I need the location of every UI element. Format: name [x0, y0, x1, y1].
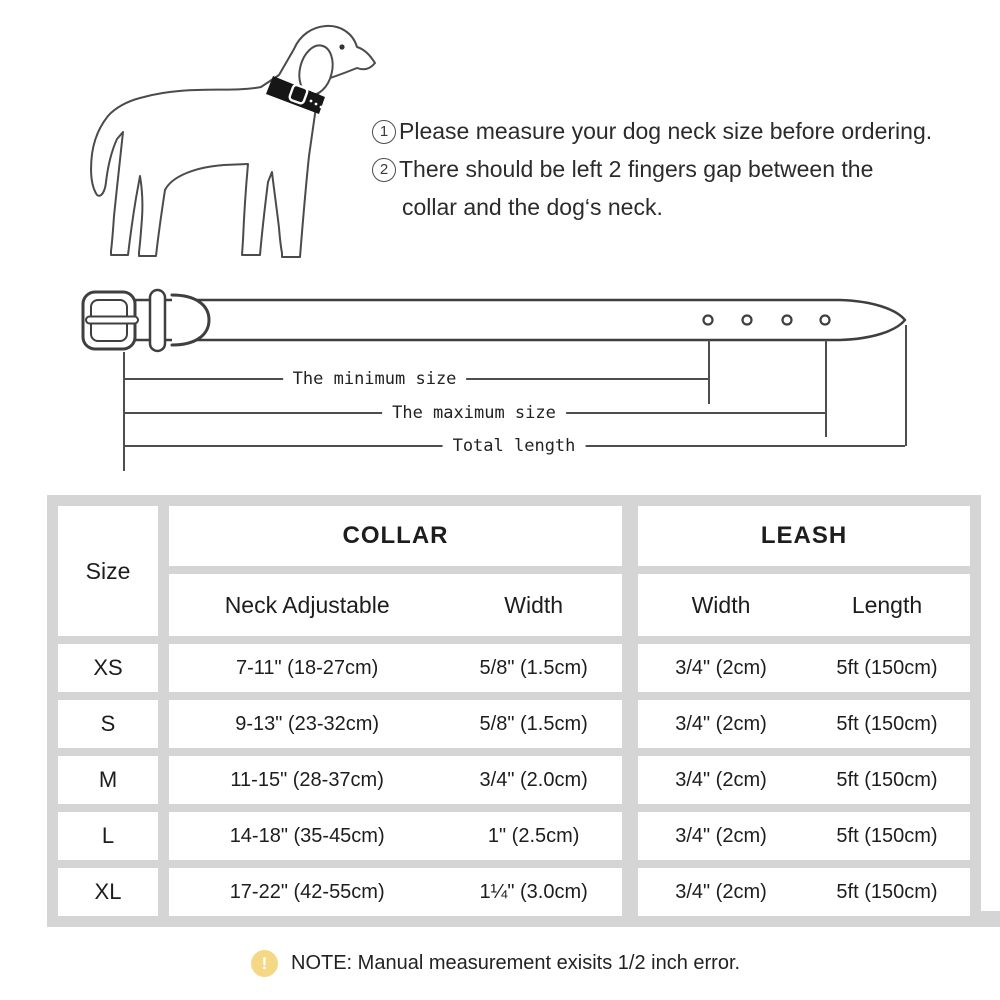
row-xs-collar [169, 644, 622, 692]
row-l-size: L [58, 812, 158, 860]
row-s-leash [638, 700, 970, 748]
row-xs-size: XS [58, 644, 158, 692]
table-border-extension [981, 911, 1000, 927]
row-m-size: M [58, 756, 158, 804]
row-xl-leash-width: 3/4" (2cm) [675, 880, 767, 903]
row-m-leash-length: 5ft (150cm) [836, 768, 938, 791]
instruction-2-text [399, 150, 873, 226]
row-xl-neck: 17-22" (42-55cm) [229, 880, 385, 903]
row-xl-collar [169, 868, 622, 916]
row-m-leash-width: 3/4" (2cm) [675, 768, 767, 791]
row-s-leash-width: 3/4" (2cm) [675, 712, 767, 735]
dog-eye [339, 44, 344, 49]
measurement-note [251, 950, 740, 977]
table-corner-header: Size [58, 506, 158, 636]
note-text: NOTE: Manual measurement exisits 1/2 inch error. [291, 952, 741, 974]
guide-vline-first-hole [708, 340, 710, 404]
circled-number-1-icon: 1 [372, 120, 396, 144]
total-length-label: Total length [443, 436, 586, 456]
belt-prong [86, 317, 138, 324]
collar-subheader-row [169, 574, 622, 636]
belt-keeper [150, 290, 165, 351]
leash-width-header: Width [691, 591, 751, 618]
row-xl-size: XL [58, 868, 158, 916]
row-xl-collar-width: 1¼" (3.0cm) [479, 880, 588, 903]
instruction-item-2 [372, 150, 980, 226]
collar-width-header: Width [504, 591, 564, 618]
minimum-size-label: The minimum size [283, 369, 467, 389]
row-m-neck: 11-15" (28-37cm) [230, 768, 384, 791]
row-l-leash-width: 3/4" (2cm) [675, 824, 767, 847]
row-m-collar-width: 3/4" (2.0cm) [479, 768, 588, 791]
leash-subheader-row [638, 574, 970, 636]
row-l-collar [169, 812, 622, 860]
collar-belt-diagram [50, 282, 920, 362]
instruction-1-text: Please measure your dog neck size before ordering. [399, 118, 933, 144]
leash-group-header: LEASH [638, 506, 970, 566]
dog-illustration [72, 18, 382, 268]
leash-length-header: Length [851, 591, 923, 618]
row-l-neck: 14-18" (35-45cm) [229, 824, 385, 847]
instruction-item-1 [372, 112, 980, 150]
maximum-size-line [123, 403, 825, 423]
row-xs-leash [638, 644, 970, 692]
circled-number-2-icon: 2 [372, 158, 396, 182]
row-l-leash-length: 5ft (150cm) [836, 824, 938, 847]
guide-vline-belt-tip [905, 325, 907, 446]
row-s-collar [169, 700, 622, 748]
size-chart-table [47, 495, 981, 927]
row-m-leash [638, 756, 970, 804]
instruction-2-line2: collar and the dog‘s neck. [402, 194, 663, 220]
row-s-collar-width: 5/8" (1.5cm) [479, 712, 588, 735]
instruction-2-line1: There should be left 2 fingers gap between the [399, 156, 874, 182]
row-xs-leash-width: 3/4" (2cm) [675, 656, 767, 679]
row-xl-leash-length: 5ft (150cm) [836, 880, 938, 903]
row-s-neck: 9-13" (23-32cm) [235, 712, 380, 735]
row-xs-neck: 7-11" (18-27cm) [235, 656, 379, 679]
row-s-leash-length: 5ft (150cm) [836, 712, 938, 735]
measuring-instructions [372, 112, 980, 226]
row-l-leash [638, 812, 970, 860]
total-length-line [123, 436, 905, 456]
row-xs-leash-length: 5ft (150cm) [836, 656, 938, 679]
maximum-size-label: The maximum size [382, 403, 566, 423]
collar-group-header: COLLAR [169, 506, 622, 566]
minimum-size-line [123, 369, 708, 389]
row-xl-leash [638, 868, 970, 916]
row-m-collar [169, 756, 622, 804]
guide-vline-last-hole [825, 340, 827, 437]
row-s-size: S [58, 700, 158, 748]
row-xs-collar-width: 5/8" (1.5cm) [479, 656, 588, 679]
collar-neck-adjustable-header: Neck Adjustable [224, 591, 390, 618]
row-l-collar-width: 1" (2.5cm) [487, 824, 580, 847]
exclamation-icon: ! [251, 950, 278, 977]
